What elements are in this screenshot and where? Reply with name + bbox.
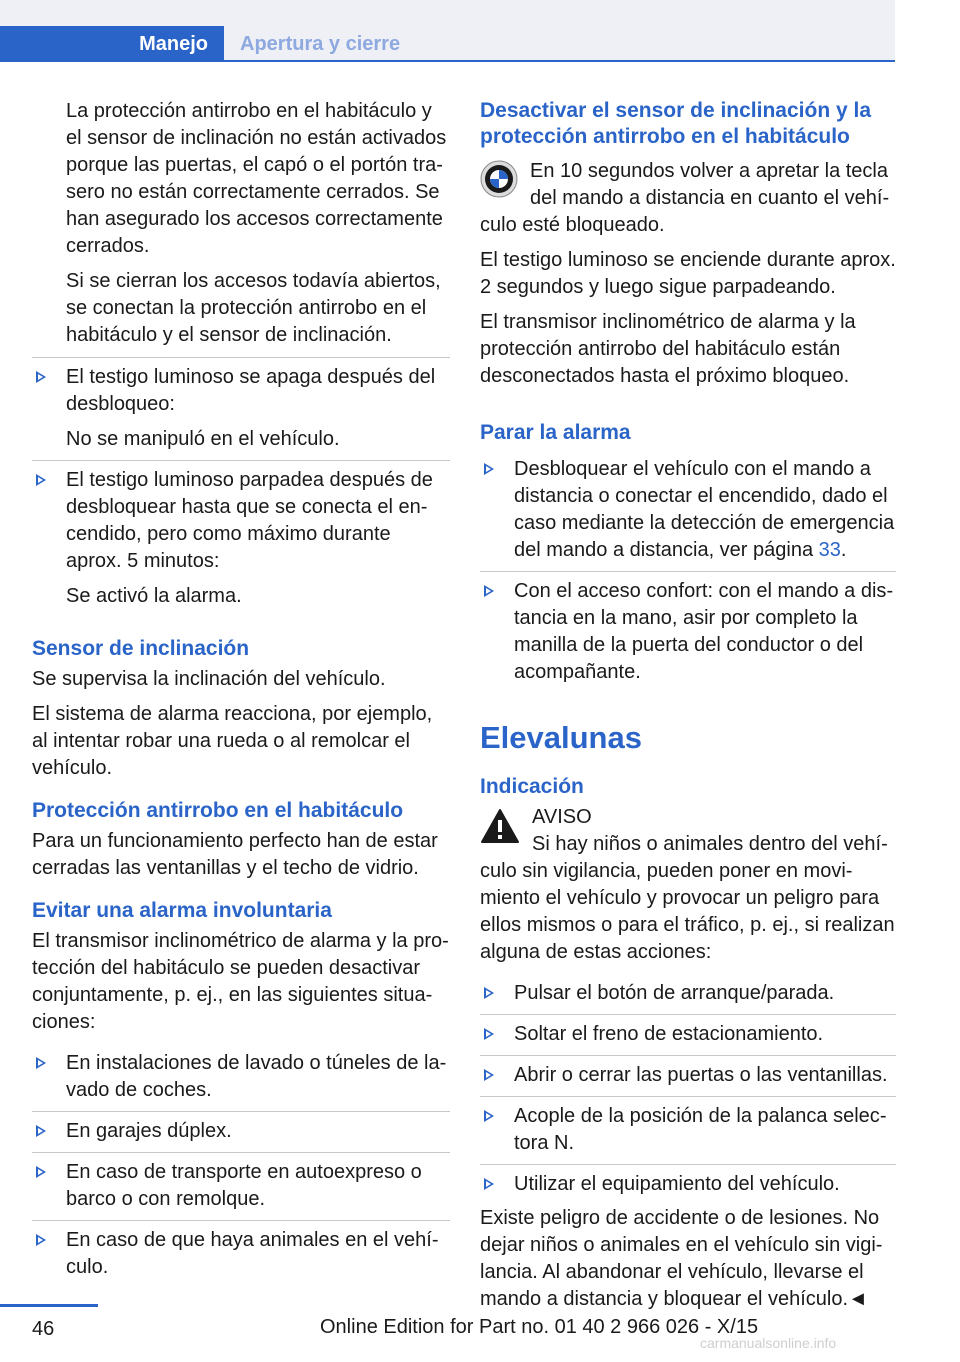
- tab-manejo[interactable]: Manejo: [0, 26, 224, 62]
- list-item: [480, 450, 896, 564]
- paragraph: La protección antirrobo en el habitáculo y el sensor de inclinación no están activados porque las puertas, el capó o el portón trasero no están correctamente cerrados. Se han asegurado los accesos correctamente cerrados.: [66, 100, 447, 257]
- list-item: [480, 1014, 896, 1048]
- parar-list: [480, 450, 896, 686]
- list-item-text: El testigo luminoso se apaga después del desbloqueo:: [66, 366, 436, 415]
- warning-text: Si hay niños o animales dentro del vehículo sin vigilancia, pueden poner en movimiento el vehículo y provocar un peligro para ellos mismos o para el tráfico, p. ej., si realizan alguna de estas acciones:: [480, 833, 895, 963]
- list-item-text: En caso de transporte en autoexpreso o barco o con remolque.: [66, 1161, 422, 1210]
- list-item-subtext: No se manipuló en el vehículo.: [66, 428, 340, 450]
- list-item: [32, 1044, 450, 1104]
- situations-list: [32, 1044, 450, 1281]
- list-item: [32, 357, 450, 453]
- list-item: [32, 1220, 450, 1281]
- left-column: [32, 98, 450, 1288]
- list-item-text: Utilizar el equipamiento del vehículo.: [514, 1173, 840, 1195]
- list-item-text: Desbloquear el vehículo con el mando a distancia o conectar el encendido, dado el caso mediante la detección de emergencia del mando a distancia, ver página: [514, 458, 895, 561]
- bullet-triangle-icon: [36, 1057, 46, 1069]
- section-heading: Protección antirrobo en el habitáculo: [32, 799, 404, 822]
- warning-label: AVISO: [532, 806, 592, 828]
- paragraph: El testigo luminoso se enciende durante aprox. 2 segundos y luego sigue parpadeando.: [480, 249, 896, 298]
- status-list: [32, 357, 450, 610]
- bullet-triangle-icon: [484, 987, 494, 999]
- page-link[interactable]: 33: [818, 539, 841, 561]
- list-item-subtext: Se activó la alarma.: [66, 585, 242, 607]
- list-item-text: Acople de la posición de la palanca selectora N.: [514, 1105, 887, 1154]
- bullet-triangle-icon: [484, 1069, 494, 1081]
- bullet-triangle-icon: [484, 1110, 494, 1122]
- paragraph: El transmisor inclinométrico de alarma y la protección antirrobo del habitáculo están desconectados hasta el próximo bloqueo.: [480, 311, 856, 387]
- bullet-triangle-icon: [36, 1125, 46, 1137]
- list-item: [480, 571, 896, 686]
- list-item-text: Con el acceso confort: con el mando a distancia en la mano, asir por completo la manilla de la puerta del conductor o del acompañante.: [514, 580, 894, 683]
- section-heading: Desactivar el sensor de inclinación y la protección antirrobo en el habitáculo: [480, 99, 872, 148]
- list-item: [32, 1111, 450, 1145]
- right-column: [480, 98, 896, 1321]
- page-number: 46: [32, 1318, 55, 1340]
- footer-rule: [0, 1304, 98, 1307]
- list-item: [480, 1164, 896, 1198]
- chapter-heading: Elevalunas: [480, 720, 642, 755]
- watermark: carmanualsonline.info: [700, 1335, 837, 1351]
- bullet-triangle-icon: [484, 463, 494, 475]
- warning-block: [480, 804, 896, 966]
- section-heading: Sensor de inclinación: [32, 637, 250, 660]
- bullet-triangle-icon: [36, 371, 46, 383]
- paragraph: El transmisor inclinométrico de alarma y la protección del habitáculo se pueden desactivar conjuntamente, p. ej., en las siguientes situaciones:: [32, 930, 449, 1033]
- bullet-triangle-icon: [36, 474, 46, 486]
- section-heading: Indicación: [480, 775, 584, 798]
- paragraph: Existe peligro de accidente o de lesiones. No dejar niños o animales en el vehículo sin vigilancia. Al abandonar el vehículo, llevarse el mando a distancia y bloquear el vehículo.◄: [480, 1207, 883, 1310]
- online-edition-note: Online Edition for Part no. 01 40 2 966 026 - X/15: [320, 1316, 759, 1338]
- remote-instruction: [480, 158, 896, 239]
- bullet-triangle-icon: [484, 585, 494, 597]
- paragraph: Para un funcionamiento perfecto han de estar cerradas las ventanillas y el techo de vidrio.: [32, 830, 438, 879]
- bullet-triangle-icon: [484, 1028, 494, 1040]
- list-item: [32, 460, 450, 610]
- paragraph: Se supervisa la inclinación del vehículo.: [32, 668, 386, 690]
- bullet-triangle-icon: [36, 1234, 46, 1246]
- list-item-text-end: .: [840, 539, 847, 561]
- list-item-text: El testigo luminoso parpadea después de desbloquear hasta que se conecta el encendido, pero como máximo durante aprox. 5 minutos:: [66, 469, 433, 572]
- warning-triangle-icon: [480, 808, 520, 844]
- list-item-text: Soltar el freno de estacionamiento.: [514, 1023, 824, 1045]
- bullet-triangle-icon: [484, 1178, 494, 1190]
- tab-apertura-y-cierre[interactable]: Apertura y cierre: [240, 33, 401, 55]
- bmw-roundel-icon: [480, 160, 518, 198]
- list-item-text: En caso de que haya animales en el vehículo.: [66, 1229, 439, 1278]
- list-item: [480, 1096, 896, 1157]
- page-header: [0, 0, 960, 62]
- list-item-text: Abrir o cerrar las puertas o las ventanillas.: [514, 1064, 888, 1086]
- list-item-text: En garajes dúplex.: [66, 1120, 232, 1142]
- section-heading: Evitar una alarma involuntaria: [32, 899, 332, 922]
- list-item: [480, 1055, 896, 1089]
- list-item: [32, 1152, 450, 1213]
- list-item: [480, 974, 896, 1007]
- paragraph: Si se cierran los accesos todavía abiertos, se conectan la protección antirrobo en el habitáculo y el sensor de inclinación.: [66, 270, 441, 346]
- aviso-list: [480, 974, 896, 1198]
- list-item-text: En instalaciones de lavado o túneles de lavado de coches.: [66, 1052, 447, 1101]
- section-heading: Parar la alarma: [480, 421, 631, 444]
- list-item-text: Pulsar el botón de arranque/parada.: [514, 982, 835, 1004]
- bullet-triangle-icon: [36, 1166, 46, 1178]
- paragraph: El sistema de alarma reacciona, por ejemplo, al intentar robar una rueda o al remolcar el vehículo.: [32, 703, 433, 779]
- paragraph: En 10 segundos volver a apretar la tecla del mando a distancia en cuanto el vehículo esté bloqueado.: [480, 160, 890, 236]
